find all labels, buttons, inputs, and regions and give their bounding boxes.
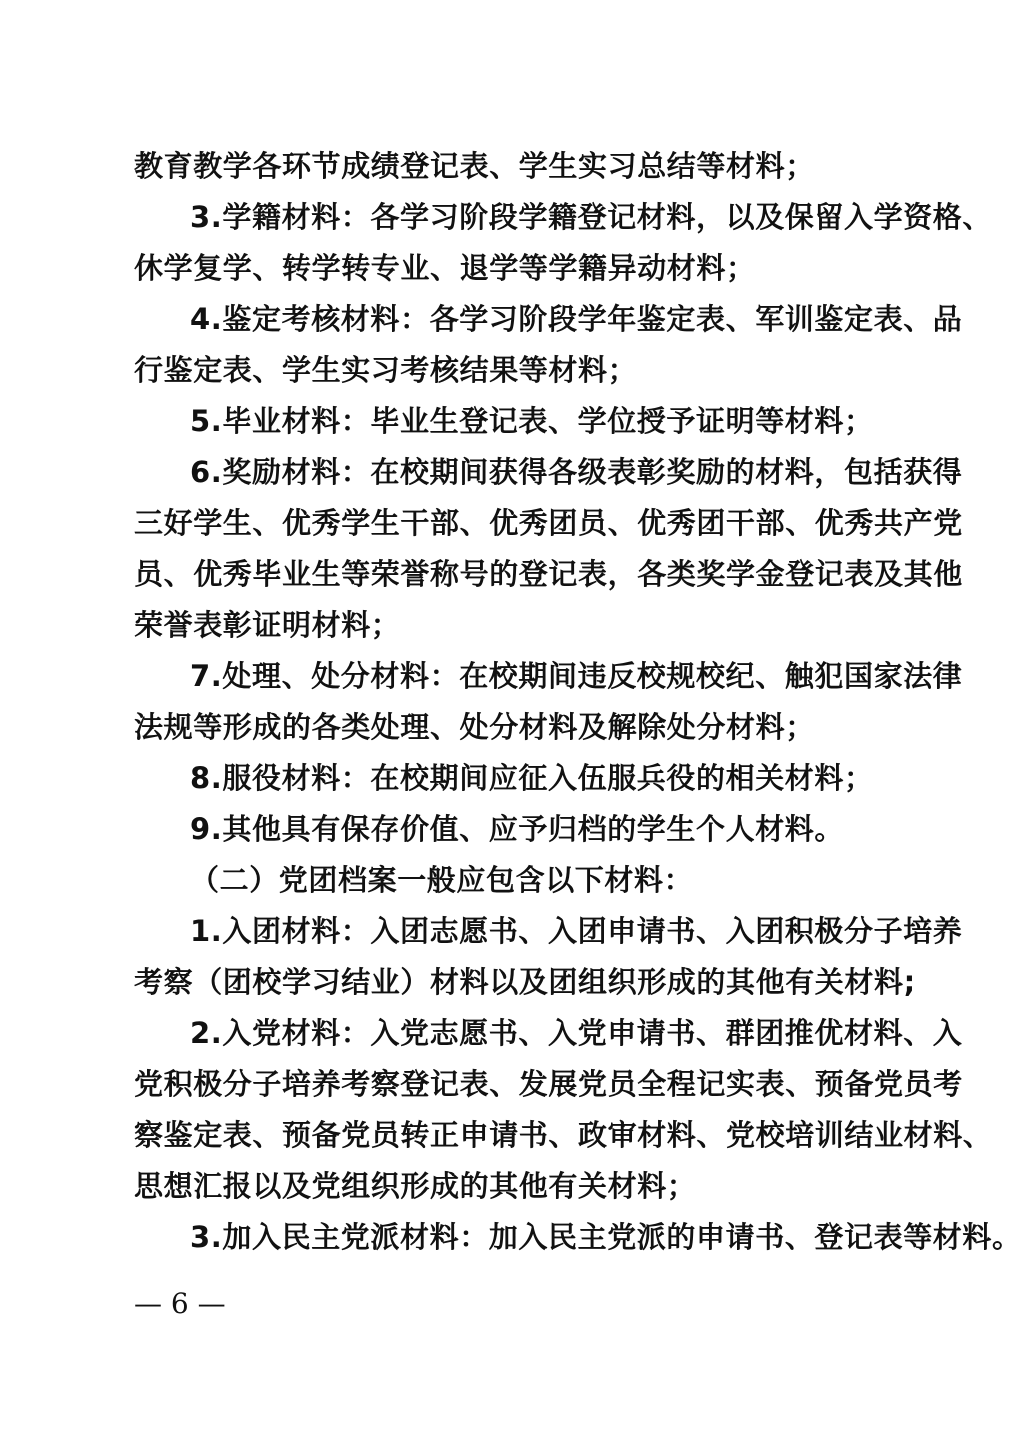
text-line: 察鉴定表、预备党员转正申请书、政审材料、党校培训结业材料、 — [134, 1118, 993, 1152]
text-line: 9.其他具有保存价值、应予归档的学生个人材料。 — [190, 812, 844, 846]
text-line: 行鉴定表、学生实习考核结果等材料； — [134, 353, 638, 387]
text-line: 法规等形成的各类处理、处分材料及解除处分材料； — [134, 710, 815, 744]
text-line: 考察（团校学习结业）材料以及团组织形成的其他有关材料; — [134, 965, 916, 999]
text-line: 思想汇报以及党组织形成的其他有关材料； — [134, 1169, 697, 1203]
text-line: 5.毕业材料：毕业生登记表、学位授予证明等材料； — [190, 404, 874, 438]
text-line: 4.鉴定考核材料：各学习阶段学年鉴定表、军训鉴定表、品 — [190, 302, 963, 336]
text-line: 3.学籍材料：各学习阶段学籍登记材料，以及保留入学资格、 — [190, 200, 992, 234]
text-line: 三好学生、优秀学生干部、优秀团员、优秀团干部、优秀共产党 — [134, 506, 963, 540]
text-line: 教育教学各环节成绩登记表、学生实习总结等材料； — [134, 149, 815, 183]
section-heading: （二）党团档案一般应包含以下材料： — [190, 863, 694, 897]
document-body — [134, 141, 1022, 1263]
text-line: 3.加入民主党派材料：加入民主党派的申请书、登记表等材料。 — [190, 1220, 1022, 1254]
text-line: 员、优秀毕业生等荣誉称号的登记表，各类奖学金登记表及其他 — [134, 557, 963, 591]
text-line: 荣誉表彰证明材料； — [134, 608, 401, 642]
text-line: 1.入团材料：入团志愿书、入团申请书、入团积极分子培养 — [190, 914, 963, 948]
text-line: 8.服役材料：在校期间应征入伍服兵役的相关材料； — [190, 761, 874, 795]
text-line: 休学复学、转学转专业、退学等学籍异动材料； — [134, 251, 756, 285]
text-line: 2.入党材料：入党志愿书、入党申请书、群团推优材料、入 — [190, 1016, 963, 1050]
page-number: — 6 — — [134, 1287, 226, 1320]
text-line: 党积极分子培养考察登记表、发展党员全程记实表、预备党员考 — [134, 1067, 963, 1101]
text-line: 6.奖励材料：在校期间获得各级表彰奖励的材料，包括获得 — [190, 455, 963, 489]
text-line: 7.处理、处分材料：在校期间违反校规校纪、触犯国家法律 — [190, 659, 963, 693]
